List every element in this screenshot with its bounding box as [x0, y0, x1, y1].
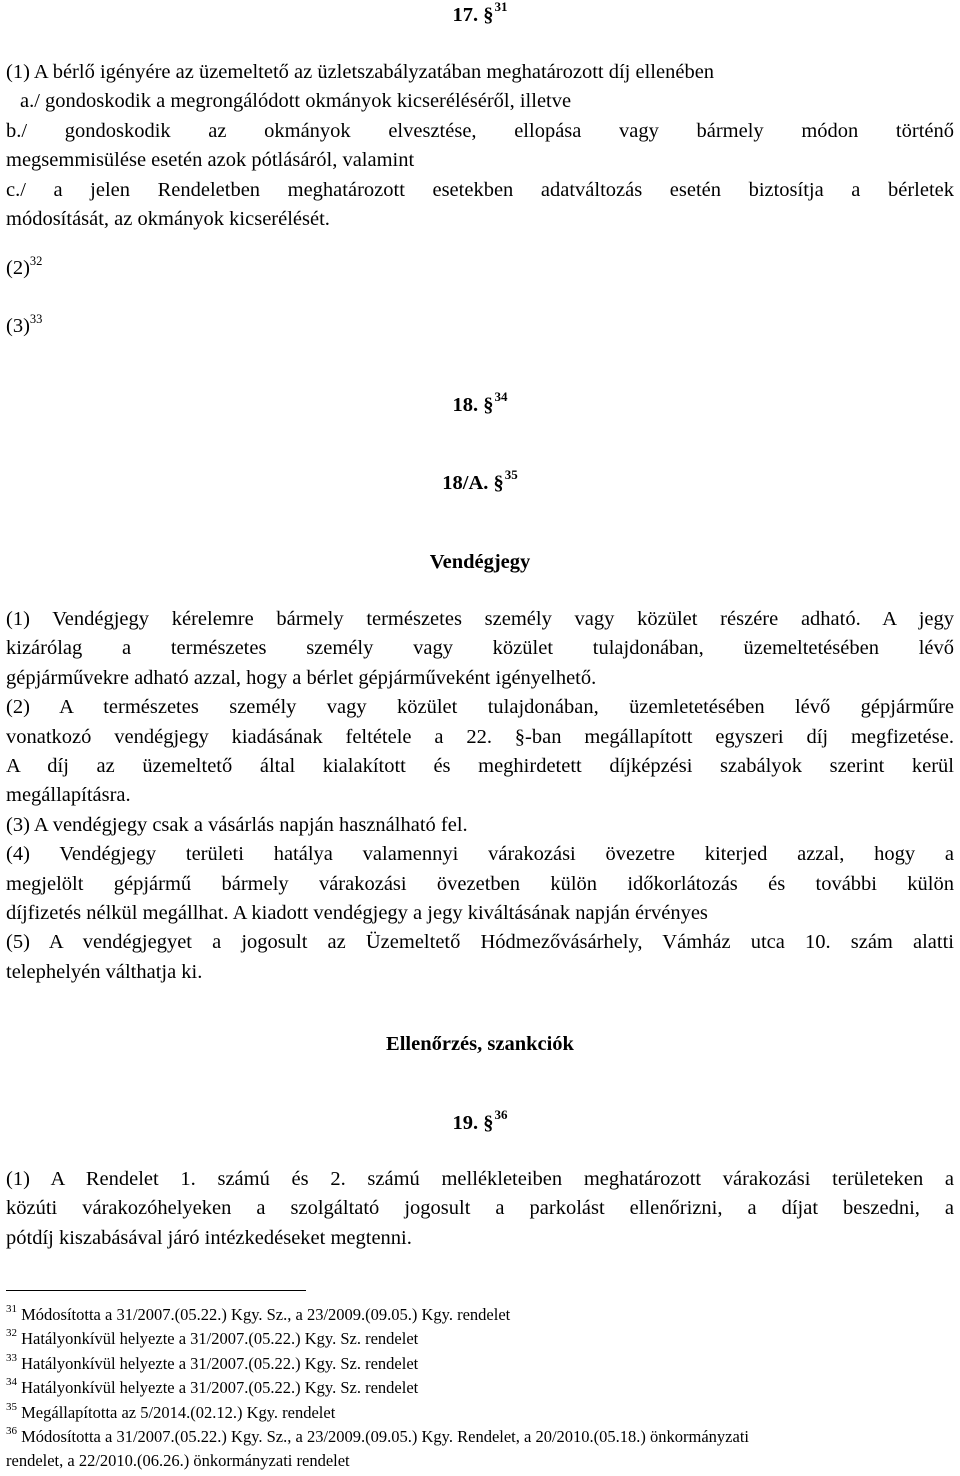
- vendegjegy-line: megjelölt gépjármű bármely várakozási övezetben külön időkorlátozás és további külön: [6, 872, 954, 895]
- footnote-divider: [6, 1290, 306, 1291]
- vendegjegy-title: Vendégjegy: [429, 551, 531, 573]
- section-17-item-c: c./ a jelen Rendeletben meghatározott esetekben adatváltozás esetén biztosítja a bérletek: [6, 178, 954, 201]
- vendegjegy-line: megállapításra.: [6, 784, 131, 807]
- footnote-ref-32[interactable]: 32: [29, 254, 43, 268]
- vendegjegy-line: kizárólag a természetes személy vagy közület tulajdonában, üzemeltetésében lévő: [6, 637, 954, 660]
- footnote-31: $^{31}$ Módosította a 31/2007.(05.22.) Kgy. Sz., a 23/2009.(09.05.) Kgy. rendelet: [6, 1303, 511, 1324]
- footnote-35: $^{35}$ Megállapította az 5/2014.(02.12.) Kgy. rendelet: [6, 1400, 336, 1422]
- section-19-line: pótdíj kiszabásával járó intézkedéseket megtenni.: [6, 1226, 412, 1249]
- section-18a-heading: 18/A. §$^{35}$: [442, 467, 518, 494]
- vendegjegy-line: (5) A vendégjegyet a jogosult az Üzemeltető Hódmezővásárhely, Vámház utca 10. szám alatti: [6, 931, 954, 954]
- vendegjegy-line: telephelyén válthatja ki.: [6, 960, 203, 983]
- vendegjegy-line: (2) A természetes személy vagy közület tulajdonában, üzemletetésében lévő gépjárműre: [6, 696, 954, 719]
- section-19-line: (1) A Rendelet 1. számú és 2. számú mellékleteiben meghatározott várakozási területeken a: [6, 1168, 954, 1190]
- section-17-item-b: b./ gondoskodik az okmányok elvesztése, ellopása vagy bármely módon történő: [6, 119, 954, 142]
- vendegjegy-line: díjfizetés nélkül megállhat. A kiadott vendégjegy a jegy kiváltásának napján érvényes: [6, 902, 708, 925]
- footnote-36: $^{36}$ Módosította a 31/2007.(05.22.) Kgy. Sz., a 23/2009.(09.05.) Kgy. Rendelet, a 20/2010.(05.18.) önkormányzati rendelet, a 22/2010.(06.26.) önkormányzati rendelet: [6, 1425, 749, 1471]
- footnote-34: $^{34}$ Hatályonkívül helyezte a 31/2007.(05.22.) Kgy. Sz. rendelet: [6, 1376, 419, 1398]
- section-18-heading: 18. §$^{34}$: [452, 389, 508, 416]
- footnote-ref-36[interactable]: 36: [494, 1107, 508, 1122]
- footnote-33: $^{33}$ Hatályonkívül helyezte a 31/2007.(05.22.) Kgy. Sz. rendelet: [6, 1351, 419, 1373]
- vendegjegy-line: (4) Vendégjegy területi hatálya valamennyi várakozási övezetre kiterjed azzal, hogy a: [6, 843, 954, 866]
- section-17-item-a: a./ gondoskodik a megrongálódott okmányok kicseréléséről, illetve: [20, 90, 572, 113]
- vendegjegy-line: gépjárművekre adható azzal, hogy a bérlet gépjárműveként igényelhető.: [6, 666, 597, 689]
- footnote-ref-31[interactable]: 31: [494, 0, 508, 14]
- section-17-item-b-cont: megsemmisülése esetén azok pótlásáról, valamint: [6, 149, 415, 172]
- section-17-body: [6, 58, 954, 234]
- footnote-ref-33[interactable]: 33: [29, 312, 43, 326]
- section-17-item-c-cont: módosítását, az okmányok kicserélését.: [6, 208, 330, 231]
- section-17-heading: 17. §$^{31}$: [452, 0, 508, 26]
- footnote-ref-34[interactable]: 34: [494, 389, 508, 404]
- vendegjegy-line: vonatkozó vendégjegy kiadásának feltétele a 22. §-ban megállapított egyszeri díj megfizetése.: [6, 725, 954, 748]
- section-19-body: [6, 1165, 954, 1253]
- vendegjegy-body: [6, 605, 954, 987]
- footnote-ref-35[interactable]: 35: [504, 467, 518, 482]
- vendegjegy-line: A díj az üzemeltető által kialakított és meghirdetett díjképzési szabályok szerint kerül: [6, 755, 954, 778]
- footnotes: [6, 1303, 954, 1474]
- section-17-line-1: (1) A bérlő igényére az üzemeltető az üzletszabályzatában meghatározott díj ellenében: [6, 61, 715, 83]
- section-19-heading: 19. §$^{36}$: [452, 1107, 508, 1134]
- section-17-para-3: $(3)^{33}$: [6, 312, 43, 337]
- vendegjegy-line: (1) Vendégjegy kérelemre bármely természetes személy vagy közület részére adható. A jegy: [6, 608, 954, 630]
- section-17-para-2: $(2)^{32}$: [6, 254, 43, 279]
- footnote-32: $^{32}$ Hatályonkívül helyezte a 31/2007.(05.22.) Kgy. Sz. rendelet: [6, 1327, 419, 1349]
- vendegjegy-line: (3) A vendégjegy csak a vásárlás napján használható fel.: [6, 813, 468, 836]
- ellenorzes-title: Ellenőrzés, szankciók: [386, 1033, 574, 1055]
- section-19-line: közúti várakozóhelyeken a szolgáltató jogosult a parkolást ellenőrizni, a díjat beszedni, a: [6, 1197, 954, 1220]
